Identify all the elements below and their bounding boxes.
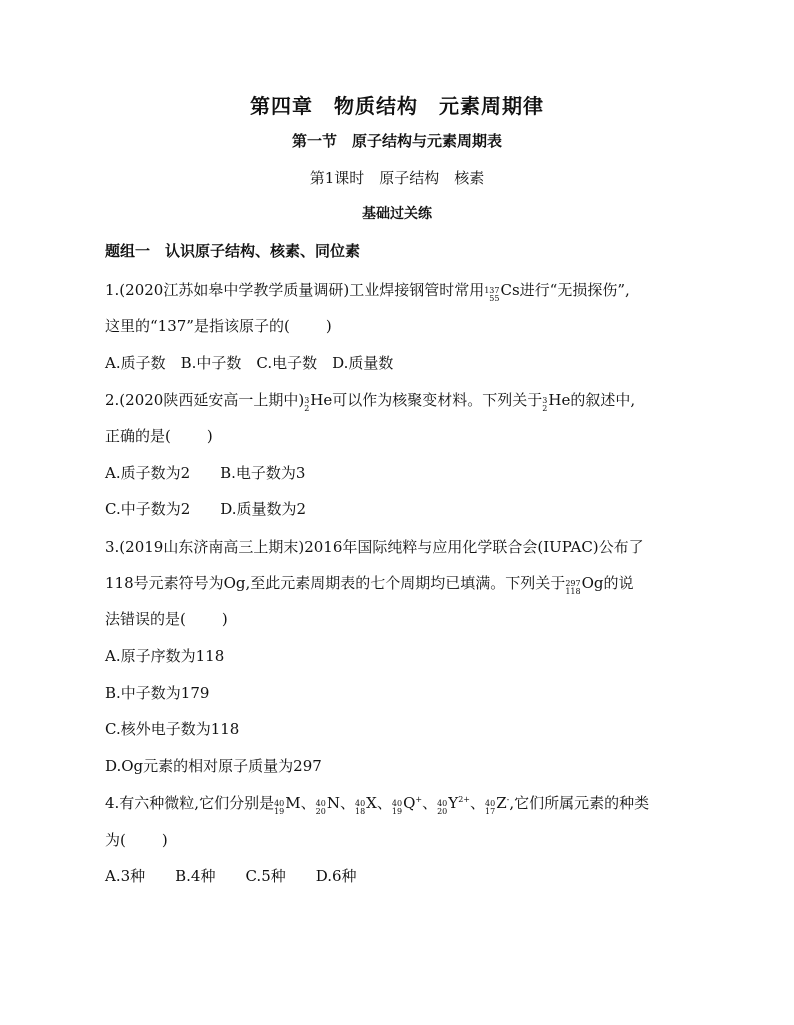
q1-atomic-number: 55 bbox=[489, 294, 500, 303]
q4-particle-mass-number: 40 bbox=[485, 799, 496, 808]
q4-prefix: 4.有六种微粒,它们分别是 bbox=[105, 794, 275, 812]
q2-stem: 正确的是( bbox=[105, 427, 171, 445]
q4-particle-atomic-number: 20 bbox=[315, 807, 326, 816]
q4-particle-5 bbox=[437, 794, 470, 816]
q2-mass-number-2: 3 bbox=[542, 396, 548, 405]
question-3-option-a: A.原子序数为118 bbox=[105, 647, 225, 665]
q4-particle-atomic-number: 19 bbox=[274, 807, 285, 816]
q4-suffix: ,它们所属元素的种类 bbox=[509, 794, 650, 812]
q4-particle-atomic-number: 20 bbox=[437, 807, 448, 816]
q4-particle-mass-number: 40 bbox=[315, 799, 326, 808]
section-title: 第一节 原子结构与元素周期表 bbox=[291, 132, 502, 150]
q2-nuclide-1 bbox=[304, 391, 332, 413]
q4-particle-mass-number: 40 bbox=[391, 799, 403, 808]
q1-stem: 这里的“137”是指该原子的( bbox=[105, 317, 290, 335]
q4-particle-symbol: Q bbox=[403, 794, 416, 812]
question-4-line-1 bbox=[105, 792, 705, 816]
q4-particle-symbol: N bbox=[326, 794, 340, 812]
question-3-line-2 bbox=[105, 572, 705, 596]
lesson-title: 第1课时 原子结构 核素 bbox=[309, 169, 485, 187]
question-4-options: A.3种 B.4种 C.5种 D.6种 bbox=[105, 867, 357, 885]
question-3-option-b: B.中子数为179 bbox=[105, 684, 210, 702]
q4-particle-charge: + bbox=[415, 795, 423, 804]
q4-particle-charge: - bbox=[506, 795, 510, 804]
chapter-title: 第四章 物质结构 元素周期律 bbox=[250, 94, 544, 118]
practice-heading: 基础过关练 bbox=[362, 206, 432, 222]
question-2-line-1 bbox=[105, 389, 705, 413]
q4-particle-atomic-number: 18 bbox=[354, 807, 366, 816]
q3-mass-number: 297 bbox=[565, 579, 581, 588]
q1-element-symbol: Cs bbox=[500, 281, 520, 299]
q4-particle-symbol: M bbox=[285, 794, 301, 812]
question-2-options-1: A.质子数为2 B.电子数为3 bbox=[105, 464, 306, 482]
question-3-line-1: 3.(2019山东济南高三上期末)2016年国际纯粹与应用化学联合会(IUPAC)公布了 bbox=[105, 538, 644, 556]
question-1-options: A.质子数 B.中子数 C.电子数 D.质量数 bbox=[105, 354, 394, 372]
q4-close-paren: ) bbox=[161, 831, 168, 849]
q2-atomic-number: 2 bbox=[304, 404, 310, 413]
q3-line2-prefix: 118号元素符号为Og,至此元素周期表的七个周期均已填满。下列关于 bbox=[105, 574, 566, 592]
question-2-line-2 bbox=[105, 425, 705, 446]
q3-close-paren: ) bbox=[221, 610, 228, 628]
q2-mass-number: 3 bbox=[304, 396, 310, 405]
q3-nuclide bbox=[565, 574, 603, 596]
q1-nuclide bbox=[484, 281, 519, 303]
q3-line2-suffix: 的说 bbox=[603, 574, 634, 592]
q4-particle-4 bbox=[392, 794, 422, 816]
question-3-option-c: C.核外电子数为118 bbox=[105, 720, 240, 738]
q4-particle-6 bbox=[485, 794, 509, 816]
q4-separator: 、 bbox=[422, 794, 438, 812]
q3-stem: 法错误的是( bbox=[105, 610, 186, 628]
q4-particle-mass-number: 40 bbox=[274, 799, 285, 808]
q3-element-symbol: Og bbox=[581, 574, 604, 592]
q4-particle-symbol: X bbox=[366, 794, 377, 812]
q4-particle-symbol: Z bbox=[496, 794, 507, 812]
q4-particle-charge: 2+ bbox=[458, 795, 470, 804]
q4-separator: 、 bbox=[376, 794, 392, 812]
q2-nuclide-2 bbox=[542, 391, 570, 413]
q2-atomic-number-2: 2 bbox=[542, 404, 548, 413]
question-4-line-2 bbox=[105, 829, 705, 850]
q4-particle-mass-number: 40 bbox=[437, 799, 448, 808]
question-1-line-1 bbox=[105, 279, 705, 303]
q1-prefix: 1.(2020江苏如皋中学教学质量调研)工业焊接钢管时常用 bbox=[105, 281, 485, 299]
question-3-option-d: D.Og元素的相对原子质量为297 bbox=[105, 757, 322, 775]
q4-particle-3 bbox=[355, 794, 377, 816]
question-2-options-2: C.中子数为2 D.质量数为2 bbox=[105, 500, 307, 518]
q2-suffix: 的叙述中, bbox=[570, 391, 636, 409]
q2-close-paren: ) bbox=[206, 427, 213, 445]
q4-stem: 为( bbox=[105, 831, 126, 849]
q4-particle-1 bbox=[274, 794, 301, 816]
question-3-line-3 bbox=[105, 608, 705, 629]
q1-mass-number: 137 bbox=[484, 286, 500, 295]
q2-middle: 可以作为核聚变材料。下列关于 bbox=[332, 391, 543, 409]
q4-particle-2 bbox=[316, 794, 340, 816]
q4-separator: 、 bbox=[469, 794, 485, 812]
q4-separator: 、 bbox=[339, 794, 355, 812]
q1-suffix: 进行“无损探伤”, bbox=[519, 281, 630, 299]
q4-particle-symbol: Y bbox=[448, 794, 459, 812]
q3-atomic-number: 118 bbox=[565, 587, 581, 596]
q1-close-paren: ) bbox=[325, 317, 332, 335]
q2-element-symbol: He bbox=[310, 391, 333, 409]
q4-separator: 、 bbox=[300, 794, 316, 812]
q2-prefix: 2.(2020陕西延安高一上期中) bbox=[105, 391, 305, 409]
question-1-line-2 bbox=[105, 315, 705, 336]
group-heading: 题组一 认识原子结构、核素、同位素 bbox=[105, 242, 361, 260]
q2-element-symbol-2: He bbox=[548, 391, 571, 409]
q4-particle-atomic-number: 17 bbox=[485, 807, 496, 816]
q4-particle-mass-number: 40 bbox=[354, 799, 366, 808]
q4-particle-list bbox=[274, 794, 510, 816]
q4-particle-atomic-number: 19 bbox=[391, 807, 403, 816]
